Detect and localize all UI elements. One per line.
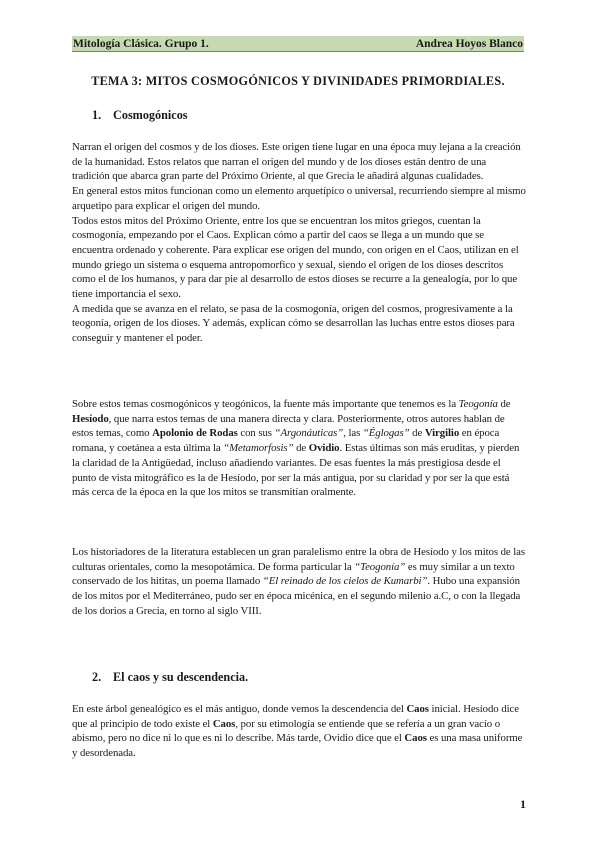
paragraph: Todos estos mitos del Próximo Oriente, entre los que se encuentran los mitos griegos, cuentan la cosmogonía, empezando por el Caos. Explican cómo a partir del caos se llega a un mundo que se encuentra ordenado y coherente. Para explicar ese origen del mundo, con origen en el Caos, utilizan en el mundo griego un sistema o esquema antropomorfico y sexual, siendo el origen de los dioses descritos como el de los humanos, y para dar pie al desarrollo de estos dioses se recurre a la genealogía, por lo que tiene importancia el sexo.	[72, 214, 519, 301]
section-heading-1	[92, 108, 188, 123]
page-header	[72, 36, 524, 52]
paragraph-block-4	[72, 702, 526, 761]
document-title: TEMA 3: MITOS COSMOGÓNICOS Y DIVINIDADES PRIMORDIALES.	[91, 74, 505, 88]
section-heading-2	[92, 670, 248, 685]
paragraph: A medida que se avanza en el relato, se pasa de la cosmogonía, origen del cosmos, progresivamente a la teogonía, origen de los dioses. Y además, explican cómo se desarrollan las luchas entre estos dioses para conseguir y mantener el poder.	[72, 302, 515, 345]
section-number: 1.	[92, 108, 102, 122]
paragraph: Narran el origen del cosmos y de los dioses. Este origen tiene lugar en una época muy lejana a la creación de la humanidad. Estos relatos que narran el origen del mundo y de los dioses están dentro de una tradición que abarca gran parte del Próximo Oriente, al que Grecia le añadirá algunas cualidades.	[72, 141, 521, 183]
section-title: El caos y su descendencia.	[113, 670, 249, 684]
paragraph: En general estos mitos funcionan como un elemento arquetípico o universal, recurriendo siempre al mismo arquetipo para explicar el origen del mundo.	[72, 185, 526, 212]
paragraph: Los historiadores de la literatura establecen un gran paralelismo entre la obra de Hesíodo y los mitos de las culturas orientales, como la mesopotámica. De forma particular la “Teogonía” es muy similar a un texto conservado de los hititas, un poema llamado “El reinado de los cielos de Kumarbi”. Hubo una expansión de los mitos por el Mediterráneo, pudo ser en época micénica, en el segundo milenio a.C, o con la llegada de los dorios a Grecia, en torno al siglo VIII.	[72, 546, 526, 617]
section-title: Cosmogónicos	[113, 108, 188, 122]
paragraph: En este árbol genealógico es el más antiguo, donde vemos la descendencia del Caos inicial. Hesíodo dice que al principio de todo existe el Caos, por su etimología se entiende que se refería a un gran vacío o abismo, pero no dice ni lo que es ni lo describe. Más tarde, Ovidio dice que el Caos es una masa uniforme y desordenada.	[72, 703, 523, 760]
section-number: 2.	[92, 670, 102, 684]
header-author: Andrea Hoyos Blanco	[415, 37, 523, 50]
paragraph-block-1	[72, 140, 526, 346]
header-course: Mitología Clásica. Grupo 1.	[73, 37, 209, 50]
paragraph: Sobre estos temas cosmogónicos y teogónicos, la fuente más importante que tenemos es la Teogonía de Hesíodo, que narra estos temas de una manera directa y clara. Posteriormente, otros autores hablan de estos temas, como Apolonio de Rodas con sus “Argonáuticas”, las “Églogas” de Virgilio en época romana, y coetánea a esta última la “Metamorfosis” de Ovidio. Estas últimas son más eruditas, y pierden la claridad de la Antigüedad, incluso añadiendo variantes. De esas fuentes la más prestigiosa desde el punto de vista mitográfico es la de Hesíodo, por ser la más antigua, por su claridad y por ser la que está más cerca de la época en la que los mitos se transmitían oralmente.	[72, 398, 520, 499]
paragraph-block-2	[72, 397, 526, 500]
page-number: 1	[520, 797, 526, 811]
paragraph-block-3	[72, 545, 526, 619]
